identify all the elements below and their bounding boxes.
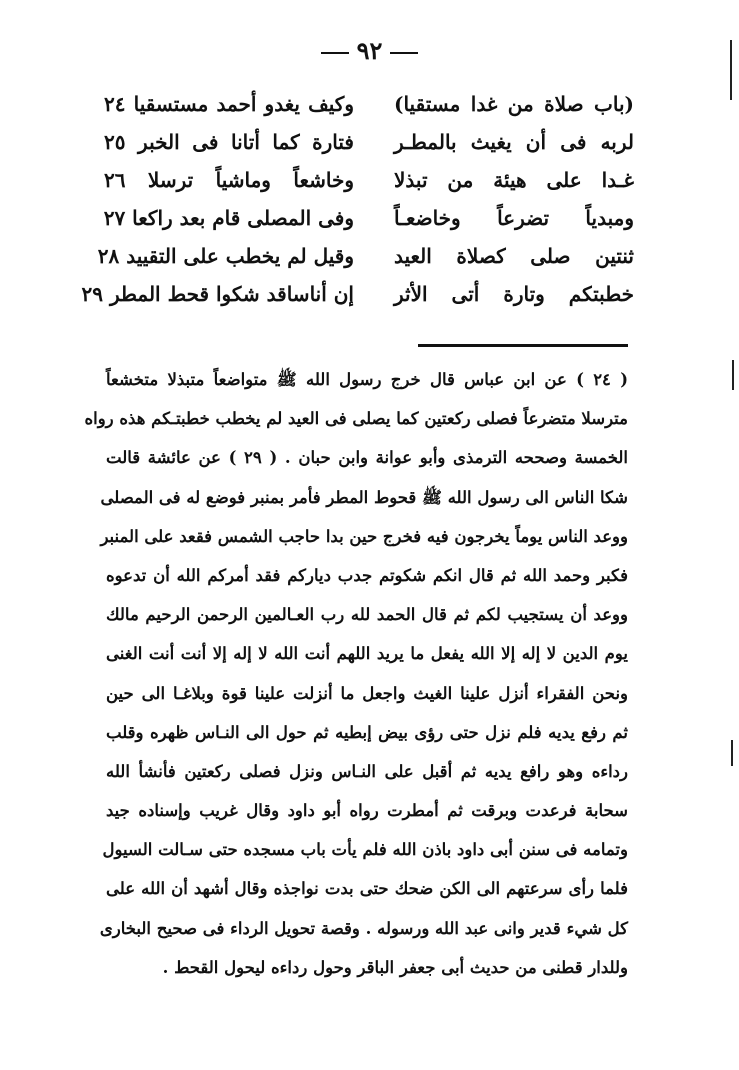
verse-first-hemistich: ومبدياً تضرعاً وخاضعـاً xyxy=(394,206,634,230)
verse-second-hemistich: وخاشعاً وماشياً ترسلا ٢٦ xyxy=(104,168,354,192)
commentary-line: ونحن الفقراء أنزل علينا الغيث واجعل ما أنزلت علينا قوة وبلاغـا الى حين xyxy=(106,683,628,703)
commentary-line: كل شيء قدير وانى عبد الله ورسوله . وقصة تحويل الرداء فى صحيح البخارى xyxy=(99,918,628,938)
commentary-line: ( ٢٤ ) عن ابن عباس قال خرج رسول الله ﷺ متواضعاً متبذلا متخشعاً xyxy=(106,370,628,389)
poem-block xyxy=(81,92,634,322)
commentary-line: سحابة فرعدت وبرقت ثم أمطرت رواه أبو داود وقال غريب وإسناده جيد xyxy=(106,801,628,821)
commentary-line: مترسلا متضرعاً فصلى ركعتين كما يصلى فى العيد لم يخطب خطبتـكم هذه رواه xyxy=(84,409,628,429)
poem-verse xyxy=(104,206,634,244)
poem-verse xyxy=(81,282,634,320)
commentary-line: يوم الدين لا إله إلا الله يفعل ما يريد اللهم أنت الله لا إله إلا أنت أنت الغنى xyxy=(106,644,628,664)
verse-second-hemistich: وفى المصلى قام بعد راكعا ٢٧ xyxy=(103,206,354,230)
commentary-line: ووعد الناس يوماً يخرجون فيه فخرج حين بدا حاجب الشمس فقعد على المنبر xyxy=(100,526,628,546)
verse-first-hemistich: خطبتكم وتارة أتى الأثر xyxy=(394,282,634,306)
commentary-line: ثم رفع يديه فلم نزل حتى رؤى بيض إبطيه ثم حول الى النـاس ظهره وقلب xyxy=(106,722,628,742)
verse-first-hemistich: لربه فى أن يغيث بالمطـر xyxy=(394,130,634,154)
commentary-line: وتمامه فى سنن أبى داود باذن الله فلم يأت باب مسجده حتى سـالت السيول xyxy=(102,840,628,860)
verse-first-hemistich: (باب صلاة من غدا مستقيا) xyxy=(394,92,634,116)
verse-second-hemistich: إن أناساقد شكوا قحط المطر ٢٩ xyxy=(81,282,354,306)
poem-verse xyxy=(97,244,634,282)
poem-verse xyxy=(104,92,634,130)
verse-first-hemistich: ثنتين صلى كصلاة العيد xyxy=(394,244,634,268)
page-number: ٩٢ xyxy=(0,36,739,65)
verse-second-hemistich: وقيل لم يخطب على التقييد ٢٨ xyxy=(97,244,354,268)
scan-edge-mark xyxy=(732,360,734,390)
commentary-line: ووعد أن يستجيب لكم ثم قال الحمد لله رب العـالمين الرحمن الرحيم مالك xyxy=(106,605,628,625)
commentary-line: رداءه وهو رافع يديه ثم أقبل على النـاس ونزل فصلى ركعتين فأنشأ الله xyxy=(106,761,628,781)
verse-first-hemistich: غـدا على هيئة من تبذلا xyxy=(394,168,634,192)
section-divider xyxy=(418,344,628,347)
commentary-line: فلما رأى سرعتهم الى الكن ضحك حتى بدت نواجذه وقال أشهد أن الله على xyxy=(106,879,628,899)
commentary-block xyxy=(84,360,628,987)
commentary-line: الخمسة وصححه الترمذى وأبو عوانة وابن حبان . ( ٢٩ ) عن عائشة قالت xyxy=(106,448,628,468)
verse-second-hemistich: فتارة كما أتانا فى الخبر ٢٥ xyxy=(104,130,354,154)
commentary-line: شكا الناس الى رسول الله ﷺ قحوط المطر فأمر بمنبر فوضع له فى المصلى xyxy=(100,487,628,507)
poem-verse xyxy=(104,168,634,206)
scan-edge-mark xyxy=(731,740,733,766)
commentary-line: فكبر وحمد الله ثم قال انكم شكوتم جدب دياركم فقد أمركم الله أن تدعوه xyxy=(106,565,628,585)
poem-verse xyxy=(104,130,634,168)
commentary-line: وللدار قطنى من حديث أبى جعفر الباقر وحول رداءه ليحول القحط . xyxy=(162,957,628,977)
scan-edge-mark xyxy=(730,40,732,100)
verse-second-hemistich: وكيف يغدو أحمد مستسقيا ٢٤ xyxy=(104,92,354,116)
